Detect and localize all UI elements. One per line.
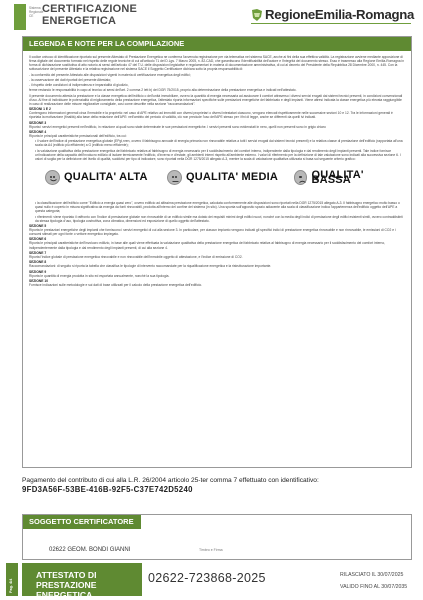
section-title: SEZIONE 10 xyxy=(29,278,49,283)
payment-text: Pagamento del contributo di cui alla L.R. 26/2004 articolo 25-ter comma 7 effettuato con identificativo: xyxy=(22,477,319,484)
page-number-tab xyxy=(6,563,18,596)
intro-item: - la conformità del presente Attestato alle disposizioni vigenti in materia di certificazione energetica degli edifici; xyxy=(29,72,191,77)
section-title: SEZIONE 6 xyxy=(29,237,47,242)
issued-date: RILASCIATO IL 30/07/2025 xyxy=(340,572,404,578)
quality-high xyxy=(45,170,148,185)
section-text: Raccomandazioni: di seguito si riporta la tabella che classifica le tipologie di intervento raccomandate per la riqualificazione energetica e la ristrutturazione importante. xyxy=(29,264,272,269)
quality-medium xyxy=(167,170,278,185)
intro-item: - il rispetto delle condizioni di indipendenza e imparzialità di giudizio, xyxy=(29,83,129,88)
section-text: Contengono informazioni generali circa l'immobile e la proprietà: nel caso di APE relativo ad immobili con diversi proprietari o diversi intestatari ciascuno, vengono elencati rispettivamente nelle successive sezioni 10 e 12. Tra le informazioni generali è riportata la motivazione (finalità) alla base della redazione dell'APE: nell'ambito del periodo di validità, ciò non preclude l'uso dell'APE stesso per i fini di legge, anche se differenti da quelli ivi indicati. xyxy=(29,111,393,120)
section-title: SEZIONE 7 xyxy=(29,250,47,255)
signature-label: Timbro e Firma xyxy=(199,548,223,552)
region-logo-text: RegioneEmilia-Romagna xyxy=(265,7,415,22)
ape-title xyxy=(22,563,142,600)
bullet-item: • il valore dell'indice di prestazione energetica globale (EPgl,nren, ovvero il fabbisogno annuale di energia primaria non rinnovabile relativa a tutti i servizi erogati dai sistemi tecnici presenti) e la relativa classe di prestazione dell'edificio (rapportata all'una scala da A4 (edificio più efficiente) a G (edificio meno efficiente); xyxy=(35,139,403,148)
legend-title: LEGENDA E NOTE PER LA COMPILAZIONE xyxy=(23,37,411,51)
system-label: Sistema Regionale CE xyxy=(29,6,44,18)
section-title: SEZIONI 1 E 2 xyxy=(29,107,51,112)
certifier-title: SOGGETTO CERTIFICATORE xyxy=(23,515,141,529)
payment-info xyxy=(22,476,412,494)
quality-scale xyxy=(39,164,395,198)
certifier-name: 02622 GEOM. BONDI GIANNI xyxy=(49,547,131,553)
sad-face-icon xyxy=(294,170,307,185)
payment-code: 9FD3A56F-53BE-416B-92F5-C37E742D5240 xyxy=(22,485,193,494)
ape-title-line-2: PRESTAZIONE ENERGETICA xyxy=(36,580,97,600)
happy-face-icon xyxy=(45,170,60,185)
quality-label: QUALITA' MEDIA xyxy=(186,171,278,184)
ape-code: 02622-723868-2025 xyxy=(148,571,266,585)
section-title: SEZIONE 5 xyxy=(29,223,47,228)
bullet-item: • la classificazione dell'edificio come "Edificio a energia quasi zero", ovvero edificio ad altissima prestazione energetica, calcolata conformemente alle disposizioni sono riportati nella DGR 1275/2015 allegato A-3. Il fabbisogno energetico molto basso o quasi nullo è coperto in misura significativa da energia da fonti rinnovabili, prodotta all'interno del confine del sistema (in sito). Una spunta sull'apposito spazio adiacente alla scala di classificazione indica l'appartenenza dell'edificio oggetto dell'APE a questa categoria; xyxy=(35,201,400,214)
section-title: SEZIONE 4 xyxy=(29,130,47,134)
page-number: Pag. 4/4 xyxy=(9,578,13,593)
section-title: SEZIONE 8 xyxy=(29,260,47,265)
section-text: Riporta l'indice globale di prestazione energetica rinnovabile e non rinnovabile dell'immobile oggetto di attestazione, e l'indice di emissione di CO2. xyxy=(29,254,243,259)
page-header xyxy=(0,0,423,34)
neutral-face-icon xyxy=(167,170,182,185)
section-title: SEZIONE 9 xyxy=(29,269,47,274)
logo-underline xyxy=(251,23,411,24)
intro-paragraph: ferme restando le responsabilità in capo al tecnico ai sensi dell'art. 2 comma 2 lett b) del DGR 75/2015, proprio alla determinazione della prestazione energetica e indicati nell'attestato. xyxy=(29,88,297,93)
section-text: Riporta le principali caratteristiche dell'involucro edilizio, in base alle quali viene effettuata la valutazione qualitativa della prestazione energetica del fabbricato relativa al fabbisogno di energia necessario per il soddisfacimento del comfort interno, indipendentemente dalla tipologia e dal rendimento degli impianti presenti, di cui alla sezione 4. xyxy=(29,241,386,250)
certifier-panel xyxy=(22,514,412,560)
page-footer xyxy=(9,563,412,600)
quality-low xyxy=(294,170,395,185)
title-line-1: CERTIFICAZIONE xyxy=(42,3,138,15)
brand-stripe xyxy=(14,4,26,30)
intro-item: - la osservazione dei dati riportati del presente Attestato; xyxy=(29,77,112,82)
bullet-item: • la valutazione qualitativa della prestazione energetica del fabbricato relativa al fabbisogno di energia necessario per il soddisfacimento del comfort interno, indipendente dalla tipologia e dal rendimento degli impianti presenti. Tale indice fornisce un'indicazione della capacità dell'involucro edilizio di isolare termicamente l'edificio, d'inverno e d'estate, gli ambienti interni rispetto all'ambiente esterno. I valori di riferimento per la definizione di tale valutazione sono indicati alla successiva sezione 6. I valori di soglia per la definizione del livello di qualità, suddivisi per tipo di indicatore, sono riportati nella DGR 1275/2015 allegato A-3, mentre la scala di valutazione qualitativa utilizzata si basa sul seguente criterio grafico: xyxy=(35,148,401,161)
valid-until-date: VALIDO FINO AL 30/07/2035 xyxy=(340,584,408,590)
region-logo-icon xyxy=(251,8,263,22)
document-title xyxy=(42,4,137,27)
quality-label: QUALITA' ALTA xyxy=(64,171,148,184)
section-title: SEZIONE 3 xyxy=(29,120,47,125)
ape-title-line-1: ATTESTATO DI xyxy=(36,570,97,580)
ape-dates xyxy=(340,569,407,593)
legend-body xyxy=(23,51,411,290)
bullet-item: • riferimenti: viene riportato il raffronto con l'indice di prestazione globale non rinnovabile di un edificio simile ma dotato dei requisiti minimi degli edifici nuovi, nonché con la media degli indici di prestazione degli edifici esistenti simili, ovvero contraddistinti da stessa tipologia d'uso, tipologia costruttiva, zona climatica, dimensioni ed esposizione di quello oggetto dell'attestato. xyxy=(35,214,403,223)
legend-panel xyxy=(22,36,412,468)
section-text: Riporta le prestazioni energetiche degli impianti che forniscono i servizi energetici di cui alla sezione 3. In particolare, per ciascun impianto vengono indicati gli specifici indici di prestazione energetica rinnovabile e non rinnovabile, le emissioni di CO2 e i consumi stimati per ogni fonte o vettore energetico impiegato. xyxy=(29,227,396,237)
intro-paragraph: Il codice univoco di identificazione riportato sul presente Attestato di Prestazione Energetica ne conferma l'avvenuta registrazione per via telematica nel sistema SACE, anche ai fini della sua effettiva validità. La registrazione avviene mediante apposizione di firma digitale del documento formato nel rispetto delle regole tecniche di cui all'articolo 71 del D.Lgs. 7 Marzo 2005, n. 82-CAD, che garantiscono l'identificabilità dell'autore e l'integrità del documento stesso. Esso è trasmesso alla Regione Emilia-Romagna in forma di dichiarazione sostitutiva di atto notorio ai sensi dell'articolo 47 del T.U. delle disposizioni legislative e regolamentari in materia di documentazione amministrativa, di cui al decreto del Presidente della Repubblica 28 Dicembre 2000, n. 445. Con la sottoscrizione del presente Attestato e la relativa registrazione nel sistema SACE il Soggetto Certificatore dichiara sotto la propria responsabilità di: xyxy=(29,55,405,72)
intro-paragraph: Il presente documento attesta la prestazione e la classe energetica dell'edificio o dell'unità immobiliare, ovvero la quantità di energia necessaria ad assicurare il comfort attraverso i diversi servizi erogati dai sistemi tecnici presenti, in condizioni convenzionali d'uso. Al fine di individuare le potenzialità di miglioramento della prestazione energetica, l'attestato riporta informazioni specifiche sulle prestazioni energetiche del fabbricato e degli impianti. Viene altresì indicata la classe energetica più elevata raggiungibile in caso di realizzazione delle misure migliorative consigliate, così come descritte nella sezione "raccomandazioni". xyxy=(29,93,403,106)
section-text: Riporta le principali caratteristiche prestazionali dell'edificio, tra cui: xyxy=(29,134,127,139)
section-text: Riporta le quantità di energia prodotta in sito ed esportata annualmente, nonché la sua tipologia. xyxy=(29,273,170,278)
section-text: Fornisce indicazioni sulle metodologie e sui dati di base utilizzati per il calcolo della prestazione energetica dell'edificio. xyxy=(29,283,203,288)
quality-label: QUALITA' BASSA xyxy=(311,169,364,186)
section-text: Riporta i servizi energetici presenti nell'edificio, in relazione ai quali sono state determinate le sue prestazioni energetiche. I servizi presenti sono evidenziati in nero, quelli non presenti sono in grigio chiaro xyxy=(29,124,326,129)
title-line-2: ENERGETICA xyxy=(42,14,117,27)
